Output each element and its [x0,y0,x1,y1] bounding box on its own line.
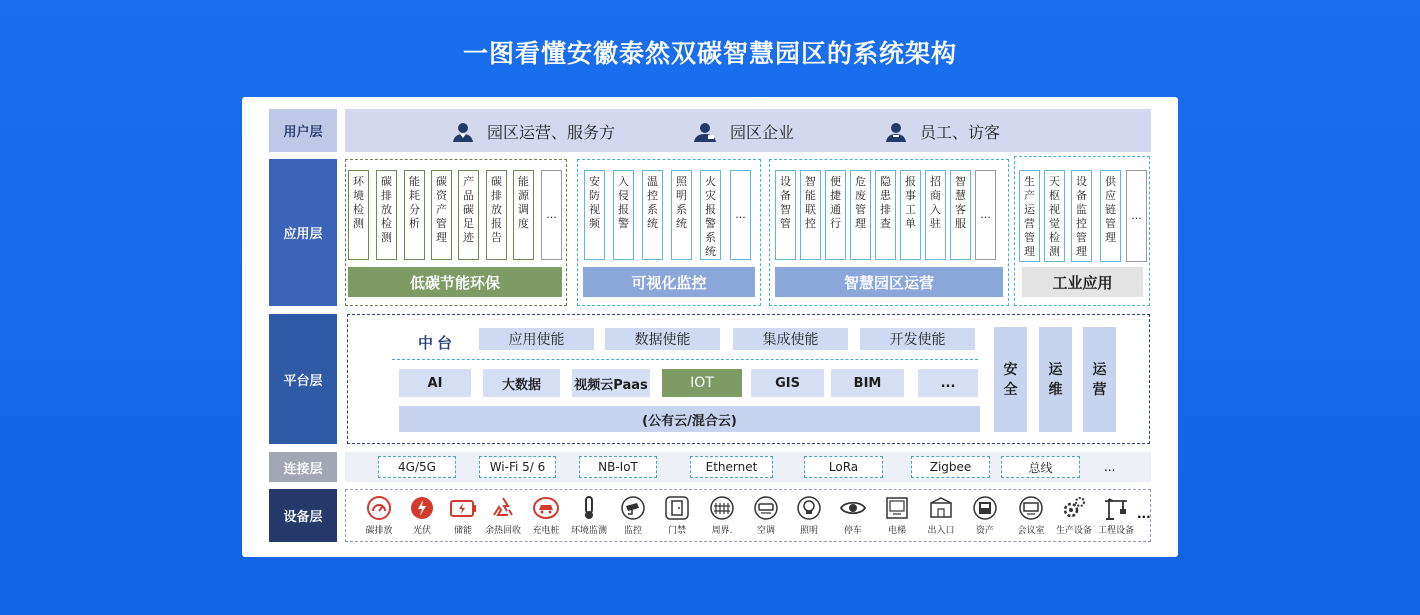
platform-side-ops[interactable]: 运维 [1039,327,1072,432]
connect-chip[interactable]: LoRa [804,456,883,478]
platform-module[interactable]: GIS [751,369,824,397]
photovoltaic-icon [409,495,435,521]
recycle-icon [490,495,516,521]
device-item[interactable]: 电梯 [872,495,922,536]
app-item[interactable]: 天枢视觉检测 [1044,170,1065,262]
meeting-room-icon [1018,495,1044,521]
production-gear-icon [1061,495,1087,521]
platform-chip[interactable]: 开发使能 [860,328,975,350]
app-item[interactable]: 安防视频 [584,170,605,260]
device-item[interactable]: 停车 [828,495,878,536]
app-item[interactable]: 危废管理 [850,170,871,260]
connect-chip[interactable]: NB-IoT [579,456,657,478]
app-item[interactable]: 隐患排查 [875,170,896,260]
platform-module-iot[interactable]: IOT [662,369,742,397]
app-item[interactable]: 报事工单 [900,170,921,260]
layer-label-app: 应用层 [269,159,337,306]
platform-module-more: ... [918,369,978,397]
platform-chip[interactable]: 应用使能 [479,328,594,350]
lightbulb-icon [796,495,822,521]
carbon-emission-icon [366,495,392,521]
door-access-icon [664,495,690,521]
platform-module[interactable]: 视频云Paas [572,369,650,397]
architecture-card [242,97,1178,557]
device-item[interactable]: 环境监测 [564,495,614,536]
app-group-title: 可视化监控 [583,267,755,297]
parking-eye-icon [839,496,867,520]
app-item[interactable]: 产品碳足迹 [458,170,479,260]
device-item[interactable]: 会议室 [1006,495,1056,536]
thermometer-icon [579,495,599,521]
device-item[interactable]: 生产设备 [1049,495,1099,536]
connect-chip[interactable]: Ethernet [690,456,773,478]
app-item-more: ... [541,170,562,260]
app-item[interactable]: 招商入驻 [925,170,946,260]
layer-label-platform: 平台层 [269,314,337,444]
device-item[interactable]: 照明 [784,495,834,536]
app-item[interactable]: 智能联控 [800,170,821,260]
platform-chip[interactable]: 数据使能 [605,328,720,350]
app-item[interactable]: 碳资产管理 [431,170,452,260]
platform-module[interactable]: AI [399,369,471,397]
app-item[interactable]: 智慧客服 [950,170,971,260]
connect-more: ... [1104,460,1116,474]
platform-module[interactable]: BIM [831,369,904,397]
device-item[interactable]: 出入口 [916,495,966,536]
app-item[interactable]: 环境检测 [348,170,369,260]
user-item-enterprise [692,120,794,143]
app-item[interactable]: 设备监控管理 [1071,170,1092,262]
app-item[interactable]: 碳排放报告 [486,170,507,260]
device-more: ... [1137,507,1151,521]
device-item[interactable]: 充电桩 [521,495,571,536]
user-item-label: 园区企业 [730,123,795,142]
user-item-label: 员工、访客 [920,123,1001,142]
device-item[interactable]: 工程设备 [1091,495,1141,536]
device-item[interactable]: 光伏 [397,495,447,536]
user-item-operator [451,120,615,143]
connect-chip[interactable]: 4G/5G [378,456,456,478]
perimeter-fence-icon [709,495,735,521]
camera-icon [620,495,646,521]
app-item[interactable]: 温控系统 [642,170,663,260]
device-item[interactable]: 周界. [697,495,747,536]
platform-chip[interactable]: 集成使能 [733,328,848,350]
device-item[interactable]: 碳排放 [354,495,404,536]
platform-side-operation[interactable]: 运营 [1083,327,1116,432]
visitor-icon [884,121,908,143]
app-item[interactable]: 生产运营管理 [1019,170,1040,262]
device-item[interactable]: 空调 [741,495,791,536]
app-group-title: 低碳节能环保 [348,267,562,297]
app-item[interactable]: 火灾报警系统 [700,170,721,260]
page-title: 一图看懂安徽泰然双碳智慧园区的系统架构 [462,39,957,68]
asset-icon [972,495,998,521]
crane-icon [1103,495,1129,521]
platform-module[interactable]: 大数据 [483,369,560,397]
app-group-title: 智慧园区运营 [775,267,1003,297]
app-item[interactable]: 便捷通行 [825,170,846,260]
layer-label-device: 设备层 [269,489,337,542]
operator-icon [451,121,475,143]
zhongtai-label: 中台 [418,334,457,352]
app-item-more: ... [975,170,996,260]
user-item-visitor [884,120,1000,143]
connect-chip[interactable]: Zigbee [911,456,990,478]
cloud-bar[interactable]: (公有云/混合云) [399,406,980,432]
layer-label-user: 用户层 [269,109,337,152]
app-item[interactable]: 碳排放检测 [376,170,397,260]
charging-car-icon [532,496,560,520]
app-item[interactable]: 供应链管理 [1100,170,1121,262]
app-item-more: ... [1126,170,1147,262]
connect-chip[interactable]: 总线 [1001,456,1080,478]
app-item-more: ... [730,170,751,260]
platform-divider [392,359,978,360]
device-item[interactable]: 资产 [960,495,1010,536]
device-item[interactable]: 余热回收 [478,495,528,536]
air-conditioner-icon [753,495,779,521]
platform-side-security[interactable]: 安全 [994,327,1027,432]
device-item[interactable]: 监控 [608,495,658,536]
connect-chip[interactable]: Wi-Fi 5/ 6 [479,456,556,478]
app-group-title: 工业应用 [1022,267,1143,297]
app-item[interactable]: 入侵报警 [613,170,634,260]
app-item[interactable]: 设备智管 [775,170,796,260]
app-item[interactable]: 能源调度 [513,170,534,260]
elevator-icon [884,495,910,521]
battery-storage-icon [449,496,477,520]
app-item[interactable]: 照明系统 [671,170,692,260]
enterprise-user-icon [692,121,718,143]
user-item-label: 园区运营、服务方 [487,123,616,142]
layer-label-connect: 连接层 [269,452,337,482]
app-item[interactable]: 能耗分析 [404,170,425,260]
device-item[interactable]: 储能 [438,495,488,536]
device-item[interactable]: 门禁 [652,495,702,536]
gate-icon [928,495,954,521]
